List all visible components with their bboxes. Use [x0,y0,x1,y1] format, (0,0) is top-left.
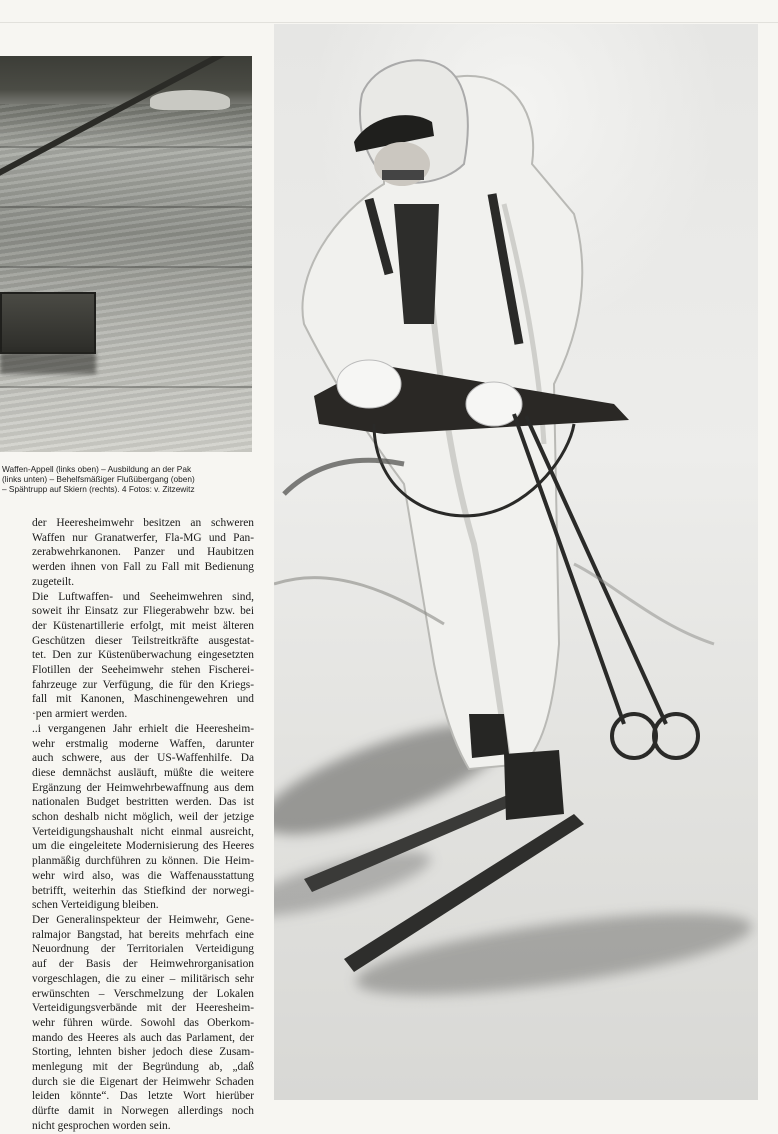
article-line: Die Luftwaffen- und Seeheimwehren sind, [32,590,254,603]
photo-ripple [0,206,252,208]
article-line: ·pen armiert werden. [32,708,128,721]
article-line: der Heeresheimwehr besitzen an schweren [32,517,254,529]
article-line: leiden könnte“. Das letzte Wort hierüber [32,1090,254,1103]
article-line: schen Verteidigung bleiben. [32,899,159,912]
photo-caption [2,464,252,494]
mitten-left [337,360,401,408]
article-line: Waffen nur Granatwerfer, Fla-MG und Pan- [32,531,254,544]
article-column [32,516,254,1134]
photo-raft-shadow [0,352,96,374]
article-line: mando des Heeres als auch das Parlament, der [32,1031,254,1044]
article-line: betrifft, weiterhin das Stiefkind der norwegi- [32,884,254,897]
article-line: planmäßig durchführen zu können. Die Heim- [32,855,254,868]
boot-right [504,750,564,820]
article-line: nationalen Budget bestritten werden. Das ist [32,796,254,809]
article-line: dürfte damit in Norwegen allerdings noch [32,1105,254,1118]
photo-river-crossing [0,56,252,452]
photo-ripple [0,266,252,268]
article-line: fall mit Kanonen, Maschinengewehren und [32,693,254,706]
article-line: durch sie die Eigenart der Heimwehr Schaden [32,1075,254,1088]
snow-track [284,460,404,494]
article-line: diese demnächst ausläuft, müßte die weitere [32,766,254,779]
page-edge-line [0,22,778,23]
photo-ripple [0,386,252,388]
pole-basket-a [612,714,656,758]
article-line: Flotillen der Seeheimwehr stehen Fischerei- [32,664,254,677]
article-line: schon deshalb nicht möglich, weil der jetzige [32,811,254,824]
boot-left [469,714,509,758]
article-line: Verteidigungshaushalt nicht einmal ausreicht, [32,825,254,838]
article-line: ..i vergangenen Jahr erhielt die Heeresheim- [32,722,254,735]
mitten-right [466,382,522,426]
article-line: werden ihnen von Fall zu Fall mit Bedienung [32,561,254,574]
article-line: wehr wird also, was die Waffenausstattung [32,869,254,882]
article-line: soweit ihr Einsatz zur Fliegerabwehr bzw. bei [32,605,254,618]
article-line: Der Generalinspekteur der Heimwehr, Gene- [32,913,254,926]
article-line: Geschützen dieser Teilstreitkräfte ausgestat- [32,634,254,647]
article-line: nicht gesprochen worden sein. [32,1119,171,1132]
pole-basket-b [654,714,698,758]
article-line: tet. Den zur Küstenüberwachung eingesetzten [32,649,254,662]
caption-line: – Spähtrupp auf Skiern (rechts). 4 Fotos: v. Zitzewitz [2,484,195,494]
snow-track [574,564,714,644]
ski-right [344,814,584,972]
article-line: wehr erstmalig moderne Waffen, darunter [32,737,254,750]
article-line: auch schwere, aus der US-Waffenhilfe. Da [32,752,254,765]
article-line: um die eingeleitete Modernisierung des Heeres [32,840,254,853]
caption-line: (links unten) – Behelfsmäßiger Flußübergang (oben) [2,474,195,484]
article-line: vorgeschlagen, die zu einer – militärisch sehr [32,972,254,985]
snow-track [274,578,444,624]
photo-raft [0,292,96,354]
article-line: ralmajor Bangstad, hat bereits mehrfach eine [32,928,254,941]
article-line: Ergänzung der Heimwehrbewaffnung aus dem [32,781,254,794]
article-line: fahrzeuge zur Verfügung, die für den Kriegs- [32,678,254,691]
photo-ski-patrol [274,24,758,1100]
article-line: zugeteilt. [32,575,75,588]
article-line: erwünschten – Verschmelzung der Lokalen [32,987,254,1000]
article-line: Verteidigungsverbände mit der Heeresheim- [32,1002,254,1015]
article-line: wehr führen würde. Sowohl das Oberkom- [32,1016,254,1029]
article-line: der Küstenartillerie erfolgt, mit meist älteren [32,619,254,632]
article-line: Storting, lehnten bisher jedoch diese Zusam- [32,1046,254,1059]
article-line: auf der Basis der Heimwehrorganisation [32,958,254,971]
article-line: Neuordnung der Territorialen Verteidigung [32,943,254,956]
article-line: menlegung mit der Begründung ab, „daß [32,1061,254,1074]
soldier-illustration [274,24,758,1100]
mouth-organ [382,170,424,180]
photo-rock [150,90,230,110]
article-line: zerabwehrkanonen. Panzer und Haubitzen [32,546,254,559]
caption-line: Waffen-Appell (links oben) – Ausbildung an der Pak [2,464,192,474]
